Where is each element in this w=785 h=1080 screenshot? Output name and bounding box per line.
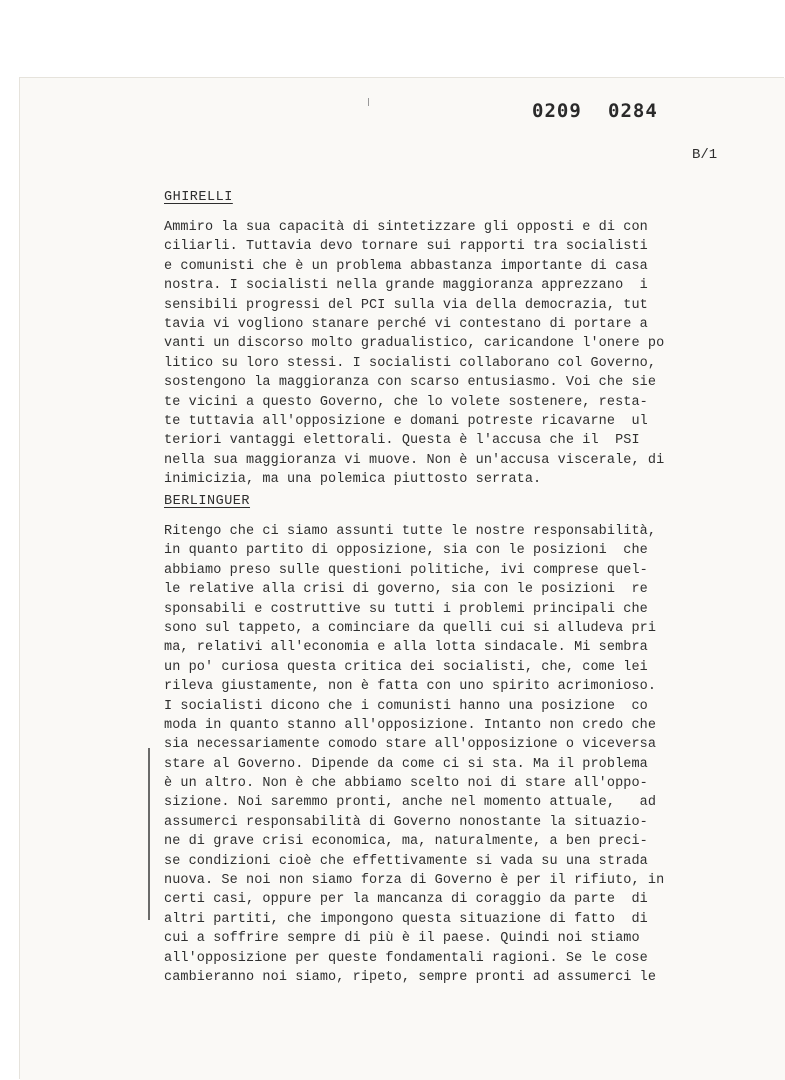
text-line: se condizioni cioè che effettivamente si vada su una strada bbox=[164, 853, 648, 869]
text-line: nella sua maggioranza vi muove. Non è un'accusa viscerale, di bbox=[164, 452, 665, 468]
text-line: te tuttavia all'opposizione e domani potreste ricavarne ul bbox=[164, 413, 648, 429]
text-line: sono sul tappeto, a cominciare da quelli cui si alludeva pri bbox=[164, 620, 657, 636]
text-line: cui a soffrire sempre di più è il paese. Quindi noi stiamo bbox=[164, 931, 640, 947]
text-line: certi casi, oppure per la mancanza di coraggio da parte di bbox=[164, 892, 648, 908]
text-line: stare al Governo. Dipende da come ci si sta. Ma il problema bbox=[164, 756, 648, 772]
text-line: altri partiti, che impongono questa situazione di fatto di bbox=[164, 911, 648, 927]
berlinguer-paragraph bbox=[164, 522, 734, 987]
text-line: te vicini a questo Governo, che lo volete sostenere, resta- bbox=[164, 394, 648, 410]
text-line: sponsabili e costruttive su tutti i problemi principali che bbox=[164, 601, 648, 617]
text-line: sensibili progressi del PCI sulla via della democrazia, tut bbox=[164, 297, 648, 313]
text-line: le relative alla crisi di governo, sia con le posizioni re bbox=[164, 582, 648, 598]
text-line: all'opposizione per queste fondamentali ragioni. Se le cose bbox=[164, 950, 648, 966]
text-line: vanti un discorso molto gradualistico, caricandone l'onere po bbox=[164, 336, 665, 352]
page-code: B/1 bbox=[692, 147, 718, 163]
text-line: nuova. Se noi non siamo forza di Governo è per il rifiuto, in bbox=[164, 873, 665, 889]
text-line: moda in quanto stanno all'opposizione. Intanto non credo che bbox=[164, 717, 657, 733]
text-line: in quanto partito di opposizione, sia con le posizioni che bbox=[164, 543, 648, 559]
text-line: ciliarli. Tuttavia devo tornare sui rapporti tra socialisti bbox=[164, 239, 648, 255]
text-line: Ammiro la sua capacità di sintetizzare gli opposti e di con bbox=[164, 220, 648, 235]
text-line: litico su loro stessi. I socialisti collaborano col Governo, bbox=[164, 355, 657, 371]
text-line: sizione. Noi saremmo pronti, anche nel momento attuale, ad bbox=[164, 795, 657, 811]
text-line: teriori vantaggi elettorali. Questa è l'accusa che il PSI bbox=[164, 433, 640, 449]
speaker-berlinguer: BERLINGUER bbox=[164, 494, 251, 509]
text-line: inimicizia, ma una polemica piuttosto serrata. bbox=[164, 472, 542, 488]
text-line: e comunisti che è un problema abbastanza importante di casa bbox=[164, 258, 648, 274]
paper-mark bbox=[368, 98, 369, 106]
ghirelli-paragraph bbox=[164, 218, 734, 489]
text-line: rileva giustamente, non è fatta con uno spirito acrimonioso. bbox=[164, 679, 657, 695]
stamp-number-2: 0284 bbox=[608, 100, 658, 122]
text-line: I socialisti dicono che i comunisti hanno una posizione co bbox=[164, 698, 648, 714]
margin-mark bbox=[148, 748, 150, 920]
text-line: cambieranno noi siamo, ripeto, sempre pronti ad assumerci le bbox=[164, 969, 657, 985]
text-line: assumerci responsabilità di Governo nonostante la situazio- bbox=[164, 814, 648, 830]
text-line: nostra. I socialisti nella grande maggioranza apprezzano i bbox=[164, 278, 648, 294]
text-line: sostengono la maggioranza con scarso entusiasmo. Voi che sie bbox=[164, 375, 657, 391]
stamp-number-1: 0209 bbox=[532, 100, 582, 122]
text-line: tavia vi vogliono stanare perché vi contestano di portare a bbox=[164, 316, 648, 332]
speaker-ghirelli: GHIRELLI bbox=[164, 190, 233, 205]
text-line: abbiamo preso sulle questioni politiche, ivi comprese quel- bbox=[164, 562, 648, 578]
text-line: un po' curiosa questa critica dei socialisti, che, come lei bbox=[164, 659, 648, 675]
text-line: ma, relativi all'economia e alla lotta sindacale. Mi sembra bbox=[164, 640, 648, 656]
text-line: ne di grave crisi economica, ma, naturalmente, a ben preci- bbox=[164, 834, 648, 850]
text-line: Ritengo che ci siamo assunti tutte le nostre responsabilità, bbox=[164, 524, 657, 539]
text-line: sia necessariamente comodo stare all'opposizione o viceversa bbox=[164, 737, 657, 753]
text-line: è un altro. Non è che abbiamo scelto noi di stare all'oppo- bbox=[164, 776, 648, 792]
